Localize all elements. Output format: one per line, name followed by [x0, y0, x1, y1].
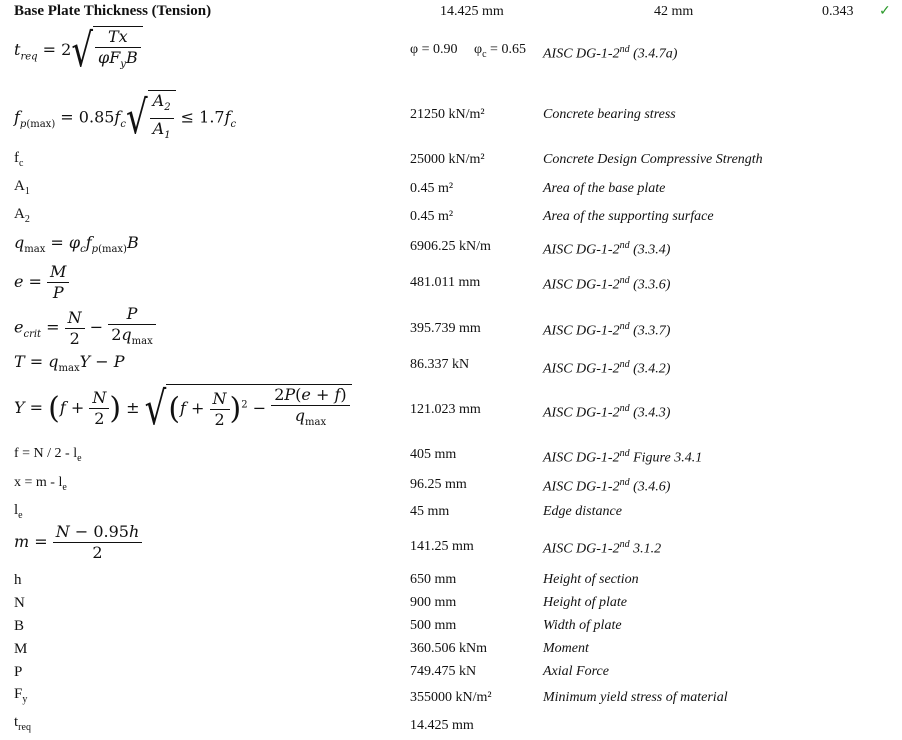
ecrit-ref: AISC DG-1-2nd (3.3.7)	[543, 321, 671, 339]
t-provided: 42 mm	[654, 4, 694, 19]
e-formula: e = $\frac{M}{P}$	[14, 262, 69, 303]
treq-formula: $t_{req} = 2√$ $\frac{Tx}{\varphi F_yB}$	[14, 26, 143, 75]
section-title: Base Plate Thickness (Tension)	[14, 3, 212, 19]
a2-desc: Area of the supporting surface	[543, 209, 714, 224]
m-moment-value: 360.506 kNm	[410, 641, 487, 656]
y-value: 121.023 mm	[410, 402, 481, 417]
fpmax-desc: Concrete bearing stress	[543, 107, 676, 122]
p-value: 749.475 kN	[410, 664, 477, 679]
x-symbol: $x = m - l_e$	[14, 475, 67, 493]
qmax-ref: AISC DG-1-2nd (3.3.4)	[543, 240, 671, 258]
y-formula: Y = (f + $\frac{N}{2}$ ) ± √(f + $\frac{N}{2}$ )$^2$ − $\frac{2P(e + f)}{q_{max}}$	[14, 384, 352, 433]
t-value: 86.337 kN	[410, 357, 470, 372]
ecrit-formula: $e_{crit}$ = $\frac{N}{2}$ − $\frac{P}{2q_{max}}$	[14, 304, 156, 352]
m-moment-desc: Moment	[543, 641, 589, 656]
qmax-formula: $q_{max} = \varphi_cf_{p(max)}B$	[14, 233, 139, 256]
m-moment-symbol: M	[14, 641, 28, 657]
a2-value: 0.45 m²	[410, 209, 454, 224]
n-symbol: N	[14, 595, 25, 611]
t-req-result: 14.425 mm	[440, 4, 504, 19]
n-desc: Height of plate	[543, 595, 627, 610]
utilization-ratio: 0.343	[822, 4, 854, 19]
f-symbol: $f = N / 2 - l_e$	[14, 446, 82, 464]
p-symbol: P	[14, 664, 23, 680]
fy-desc: Minimum yield stress of material	[543, 690, 728, 705]
le-desc: Edge distance	[543, 504, 622, 519]
treq-value: 14.425 mm	[410, 718, 474, 733]
fy-value: 355000 kN/m²	[410, 690, 492, 705]
treq-symbol: $t_{req}$	[14, 714, 31, 733]
p-desc: Axial Force	[543, 664, 609, 679]
f-ref: AISC DG-1-2nd Figure 3.4.1	[543, 448, 703, 466]
m-value: 141.25 mm	[410, 539, 474, 554]
fc-symbol: $f_c$	[14, 150, 24, 169]
phi-value: φ = 0.90	[410, 42, 458, 57]
h-desc: Height of section	[543, 572, 639, 587]
x-value: 96.25 mm	[410, 477, 467, 492]
m-ref: AISC DG-1-2nd 3.1.2	[543, 539, 662, 557]
fpmax-formula: $f_{p(max)} = 0.85f_c√$ $\frac{A_2}{A_1}$ ≤ $1.7f_c$	[14, 91, 237, 146]
phi-c-value: $\varphi_c = 0.65$	[474, 42, 526, 60]
qmax-value: 6906.25 kN/m	[410, 239, 491, 254]
b-desc: Width of plate	[543, 618, 622, 633]
t-ref: AISC DG-1-2nd (3.4.2)	[543, 359, 671, 377]
e-ref: AISC DG-1-2nd (3.3.6)	[543, 275, 671, 293]
x-ref: AISC DG-1-2nd (3.4.6)	[543, 477, 671, 495]
f-value: 405 mm	[410, 447, 457, 462]
t-formula: $T = q_{max}Y - P$	[14, 352, 125, 375]
phi-reference: AISC DG-1-2nd (3.4.7a)	[543, 44, 678, 62]
n-value: 900 mm	[410, 595, 457, 610]
h-symbol: h	[14, 572, 22, 588]
e-value: 481.011 mm	[410, 275, 481, 290]
check-icon: ✓	[879, 4, 891, 19]
a2-symbol: $A_2$	[14, 206, 30, 225]
le-value: 45 mm	[410, 504, 450, 519]
y-ref: AISC DG-1-2nd (3.4.3)	[543, 403, 671, 421]
le-symbol: $l_e$	[14, 502, 23, 521]
a1-value: 0.45 m²	[410, 181, 454, 196]
b-value: 500 mm	[410, 618, 457, 633]
a1-symbol: $A_1$	[14, 178, 30, 197]
m-formula: m = $\frac{N - 0.95h}{2}$	[14, 522, 142, 563]
fc-desc: Concrete Design Compressive Strength	[543, 152, 763, 167]
h-value: 650 mm	[410, 572, 457, 587]
a1-desc: Area of the base plate	[543, 181, 666, 196]
b-symbol: B	[14, 618, 25, 634]
fc-value: 25000 kN/m²	[410, 152, 485, 167]
ecrit-value: 395.739 mm	[410, 321, 481, 336]
fpmax-value: 21250 kN/m²	[410, 107, 485, 122]
fy-symbol: $F_y$	[14, 686, 28, 705]
